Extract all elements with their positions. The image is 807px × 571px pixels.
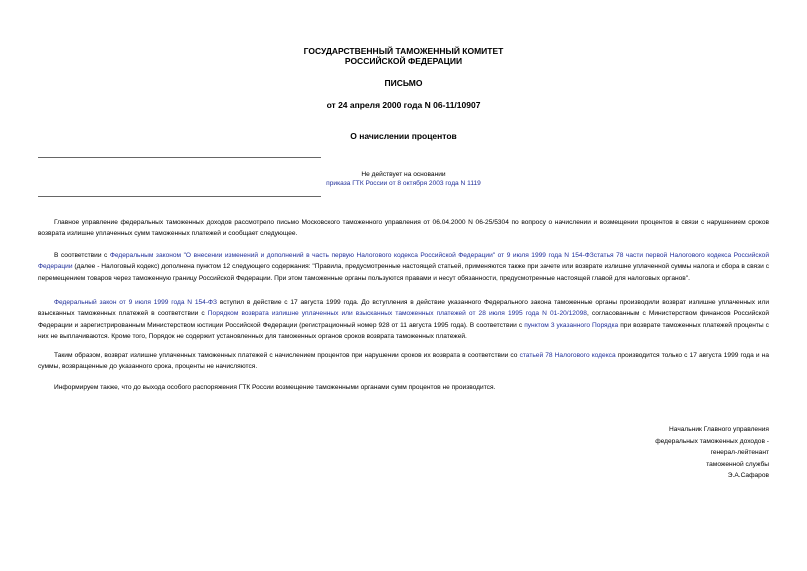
- link-article-78-tax-code[interactable]: статьей 78 Налогового кодекса: [519, 352, 616, 359]
- p3-text-2: , согласованным с Министерством финансов Российской Федерации и зарегистрированным Министерством юстиции Российской Федерации (регистрационный номер 928 от 11 августа 1995 года). В соответствии с: [38, 310, 770, 329]
- signature-line-1: Начальник Главного управления: [669, 426, 769, 433]
- link-refund-procedure[interactable]: Порядком возврата излишне уплаченных или взысканных таможенных платежей от 28 июля 1995 года N 01-20/12098: [207, 310, 587, 318]
- p4-text-1: Таким образом, возврат излишне уплаченных таможенных платежей с начислением процентов при нарушении сроков их возврата в соответствии со: [54, 352, 520, 359]
- p3-text-1: вступил в действие с 17 августа 1999 года. До вступления в действие указанного Федерального закона таможенные органы производили возврат излишне уплаченных или взысканных таможенных платежей в соответствии с: [38, 299, 769, 318]
- p2-text-2: (далее - Налоговый кодекс) дополнена пунктом 12 следующего содержания: "Правила, предусмотренные настоящей статьей, применяются также при зачете или возврате излишне уплаченной суммы налога и сбора в связи с перемещением товаров через таможенную границу Российской Федерации. При этом таможенные органы пользуются правами и несут обязанности, предусмотренные настоящей главой для налоговых органов".: [38, 263, 769, 282]
- paragraph-4: [38, 350, 769, 373]
- paragraph-5: [38, 382, 769, 393]
- signature-block: [569, 424, 769, 482]
- paragraph-5-text: Информируем также, что до выхода особого распоряжения ГТК России возмещение таможенными органами сумм процентов не производится.: [54, 384, 496, 391]
- p4-text-2: производится только с 17 августа 1999 года и на суммы, возвращенные до указанного срока, проценты не начисляются.: [38, 352, 769, 371]
- doc-subject: О начислении процентов: [350, 131, 457, 141]
- paragraph-2: [38, 250, 769, 284]
- p2-text-1: В соответствии с: [54, 252, 110, 259]
- link-federal-law-154-short[interactable]: Федеральный закон от 9 июля 1999 года N 154-ФЗ: [54, 299, 218, 306]
- p3-text-3: при возврате таможенных платежей проценты с них не выплачиваются. Кроме того, Порядок не содержит установленных для таможенных органов сроков возврата таможенных платежей.: [38, 321, 769, 341]
- status-note: [0, 170, 807, 188]
- divider-bottom: [38, 196, 321, 197]
- status-note-text: Не действует на основании: [361, 171, 446, 178]
- doc-type: ПИСЬМО: [384, 78, 423, 88]
- link-federal-law-154[interactable]: Федеральным законом "О внесении изменений и дополнений в часть первую Налогового кодекса Российской Федерации" от 9 июля 1999 года N 154-ФЗ: [109, 252, 594, 259]
- status-note-link[interactable]: приказа ГТК России от 8 октября 2003 года N 1119: [326, 180, 481, 187]
- signature-name: Э.А.Сафаров: [727, 472, 769, 480]
- link-article-78[interactable]: статья 78 части первой Налогового кодекса Российской Федерации: [38, 252, 770, 271]
- signature-line-2: федеральных таможенных доходов -: [655, 437, 769, 445]
- signature-line-3: генерал-лейтенант: [710, 449, 769, 457]
- divider-top: [38, 157, 321, 158]
- link-procedure-clause-3[interactable]: пунктом 3 указанного Порядка: [524, 321, 619, 329]
- org-name-line2: РОССИЙСКОЙ ФЕДЕРАЦИИ: [344, 56, 463, 66]
- doc-date-number: от 24 апреля 2000 года N 06-11/10907: [326, 100, 481, 110]
- paragraph-1: [38, 217, 769, 240]
- paragraph-1-text: Главное управление федеральных таможенных доходов рассмотрело письмо Московского таможенного управления от 06.04.2000 N 06-25/5304 по вопросу о начислении и возмещении процентов в связи с нарушением сроков возврата излишне уплаченных сумм таможенных платежей и сообщает следующее.: [38, 219, 769, 238]
- signature-line-4: таможенной службы: [706, 460, 769, 468]
- paragraph-3: [38, 297, 769, 343]
- org-name-line1: ГОСУДАРСТВЕННЫЙ ТАМОЖЕННЫЙ КОМИТЕТ: [303, 46, 504, 56]
